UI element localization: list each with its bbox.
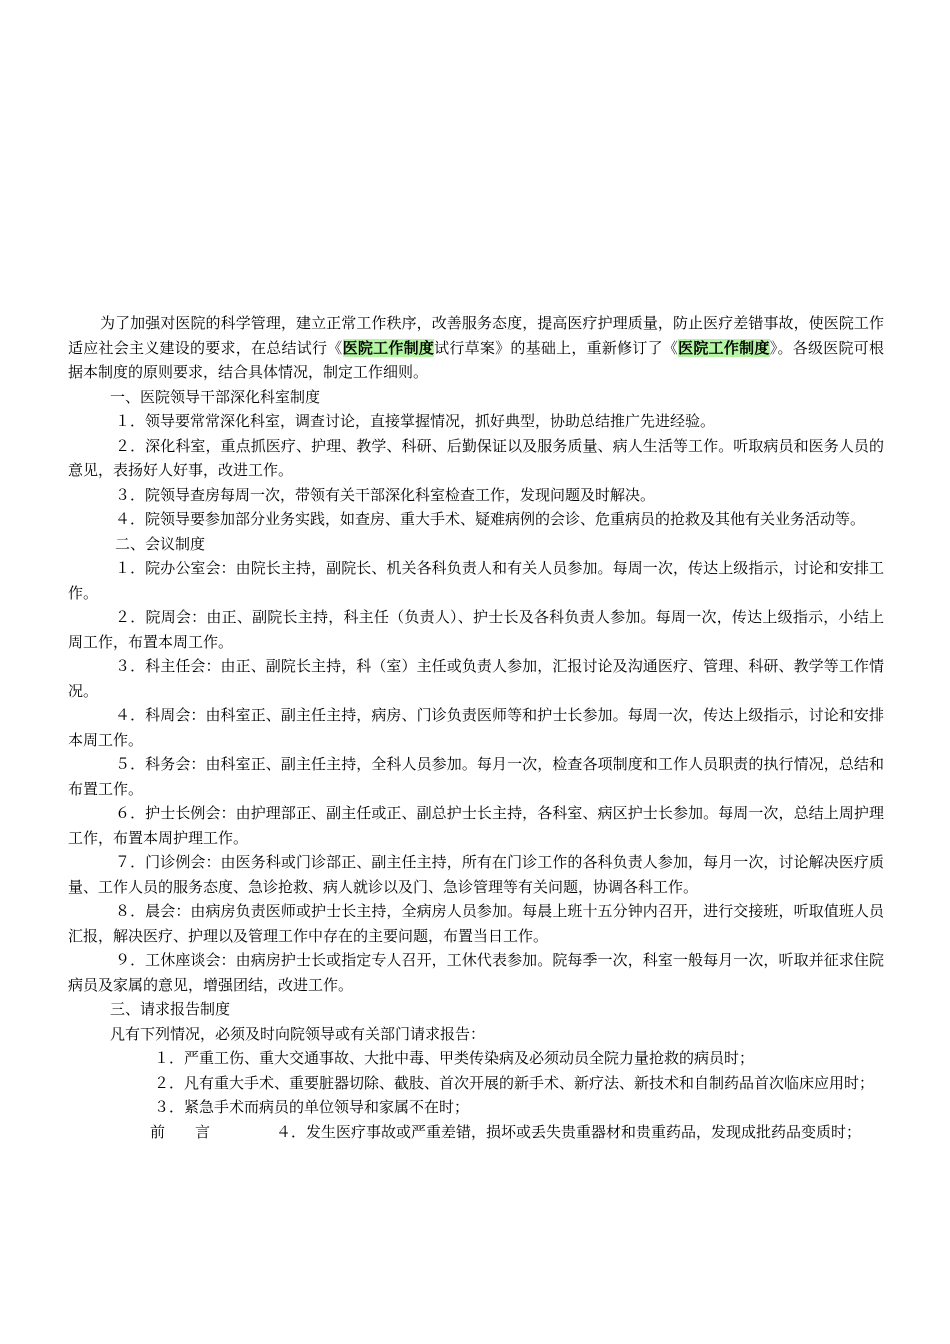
section3-item-3: ３．紧急手术而病员的单位领导和家属不在时； [154,1098,470,1116]
section3-item-4-text: ４．发生医疗事故或严重差错，损坏或丢失贵重器材和贵重药品，发现成批药品变质时； [276,1122,862,1141]
section2-item-8: ８．晨会：由病房负责医师或护士长主持，全病房人员参加。每晨上班十五分钟内召开，进行交接班，听取值班人员汇报，解决医疗、护理以及管理工作中存在的主要问题，布置当日工作。 [68,902,884,945]
section2-item-3: ３．科主任会：由正、副院长主持，科（室）主任或负责人参加，汇报讨论及沟通医疗、管理、科研、教学等工作情况。 [68,657,884,700]
section-heading-3: 三、请求报告制度 [110,1000,231,1018]
section2-item-9: ９．工休座谈会：由病房护士长或指定专人召开，工休代表参加。院每季一次，科室一般每月一次，听取并征求住院病员及家属的意见，增强团结，改进工作。 [68,951,884,994]
intro-text-3: 》。各级医院可根据本制度的原则要求，结合具体情况，制定工作细则。 [68,338,884,381]
section2-item-7: ７．门诊例会：由医务科或门诊部正、副主任主持，所有在门诊工作的各科负责人参加，每月一次，讨论解决医疗质量、工作人员的服务态度、急诊抢救、病人就诊以及门、急诊管理等有关问题，协调各科工作。 [68,853,884,896]
section2-item-2: ２．院周会：由正、副院长主持，科主任（负责人）、护士长及各科负责人参加。每周一次，传达上级指示，小结上周工作，布置本周工作。 [68,608,884,651]
section1-item-4: ４．院领导要参加部分业务实践，如查房、重大手术、疑难病例的会诊、危重病员的抢救及其他有关业务活动等。 [115,510,866,528]
section3-lead: 凡有下列情况，必须及时向院领导或有关部门请求报告： [110,1024,486,1043]
section2-item-5: ５．科务会：由科室正、副主任主持，全科人员参加。每月一次，检查各项制度和工作人员职责的执行情况，总结和布置工作。 [68,755,884,798]
intro-text-1: 为了加强对医院的科学管理，建立正常工作秩序，改善服务态度，提高医疗护理质量，防止医疗差错事故，使医院工作适应社会主义建设的要求，在总结试行《 [68,314,884,357]
section2-item-4: ４．科周会：由科室正、副主任主持，病房、门诊负责医师等和护士长参加。每周一次，传达上级指示，讨论和安排本周工作。 [68,706,884,749]
section1-item-2: ２．深化科室，重点抓医疗、护理、教学、科研、后勤保证以及服务质量、病人生活等工作。听取病员和医务人员的意见，表扬好人好事，改进工作。 [68,436,884,479]
highlight-hospital-work-rules-1: 医院工作制度 [342,338,435,357]
intro-text-2: 试行草案》的基础上，重新修订了《 [434,338,679,357]
preface-label: 前 言 [150,1122,211,1141]
section-heading-2: 二、会议制度 [115,534,206,553]
section3-item-4 [68,1120,884,1145]
section2-item-1: １．院办公室会：由院长主持，副院长、机关各科负责人和有关人员参加。每周一次，传达上级指示，讨论和安排工作。 [68,559,884,602]
section3-item-2: ２．凡有重大手术、重要脏器切除、截肢、首次开展的新手术、新疗法、新技术和自制药品首次临床应用时； [154,1073,875,1092]
section-heading-1: 一、医院领导干部深化科室制度 [110,387,321,406]
section1-item-3: ３．院领导查房每周一次，带领有关干部深化科室检查工作，发现问题及时解决。 [115,485,656,504]
highlight-hospital-work-rules-2: 医院工作制度 [678,338,770,357]
section1-item-1: １．领导要常常深化科室，调查讨论，直接掌握情况，抓好典型，协助总结推广先进经验。 [115,412,716,430]
intro-paragraph [68,311,884,385]
section2-item-6: ６．护士长例会：由护理部正、副主任或正、副总护士长主持，各科室、病区护士长参加。每周一次，总结上周护理工作，布置本周护理工作。 [68,804,884,847]
document-body [68,311,884,1144]
section3-item-1: １．严重工伤、重大交通事故、大批中毒、甲类传染病及必须动员全院力量抢救的病员时； [154,1049,755,1067]
